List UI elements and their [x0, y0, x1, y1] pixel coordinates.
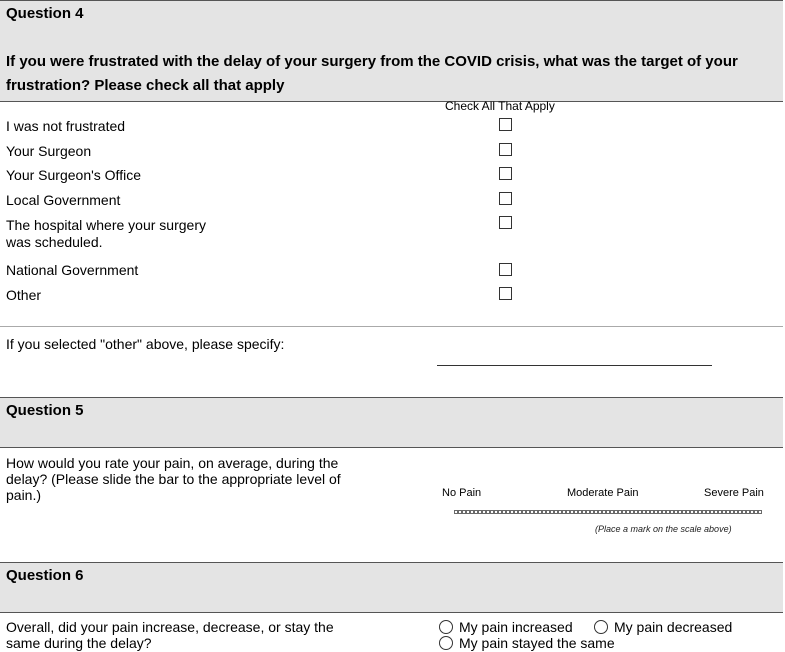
- q4-option-checkbox[interactable]: [499, 143, 512, 156]
- question-5-header: [0, 397, 783, 448]
- other-specify-input-line[interactable]: [437, 365, 712, 366]
- pain-scale-bar[interactable]: [454, 510, 762, 514]
- q6-option-same[interactable]: [439, 635, 615, 651]
- q4-option-label: Local Government: [6, 192, 121, 208]
- q6-option-decreased[interactable]: [594, 619, 732, 635]
- question-5-number: Question 5: [6, 402, 84, 419]
- q4-option-label: The hospital where your surgery was scheduled.: [6, 217, 206, 250]
- question-4-text: If you were frustrated with the delay of your surgery from the COVID crisis, what was the target of your frustration? Please check all that apply: [6, 53, 738, 94]
- question-4-header: [0, 0, 783, 102]
- q4-option-label: I was not frustrated: [6, 118, 126, 134]
- q4-option-label: Other: [6, 287, 42, 303]
- question-4-number: Question 4: [6, 5, 84, 22]
- question-6-number: Question 6: [6, 567, 84, 584]
- radio-button[interactable]: [594, 620, 608, 634]
- scale-instruction-note: (Place a mark on the scale above): [595, 524, 732, 534]
- q4-option-checkbox[interactable]: [499, 167, 512, 180]
- radio-button[interactable]: [439, 636, 453, 650]
- q4-option-checkbox[interactable]: [499, 216, 512, 229]
- q4-option-label: Your Surgeon's Office: [6, 167, 141, 183]
- question-6-header: [0, 562, 783, 613]
- scale-label-moderate-pain: Moderate Pain: [567, 487, 639, 499]
- radio-button[interactable]: [439, 620, 453, 634]
- divider: [0, 326, 783, 327]
- other-specify-prompt: If you selected "other" above, please specify:: [6, 336, 285, 352]
- question-6-text: Overall, did your pain increase, decrease, or stay the same during the delay?: [6, 619, 334, 651]
- scale-label-no-pain: No Pain: [442, 487, 482, 499]
- q6-option-label: My pain increased: [459, 619, 573, 635]
- q4-option-label: Your Surgeon: [6, 143, 92, 159]
- q4-option-checkbox[interactable]: [499, 263, 512, 276]
- q4-option-checkbox[interactable]: [499, 287, 512, 300]
- q6-option-label: My pain stayed the same: [459, 635, 615, 651]
- question-5-text: How would you rate your pain, on average, during the delay? (Please slide the bar to the appropriate level of pain.): [6, 455, 341, 503]
- scale-label-severe-pain: Severe Pain: [704, 487, 764, 499]
- check-all-column-header: Check All That Apply: [445, 99, 555, 113]
- q4-option-label: National Government: [6, 262, 139, 278]
- q6-option-increased[interactable]: [439, 619, 573, 635]
- q6-option-label: My pain decreased: [614, 619, 733, 635]
- q4-option-checkbox[interactable]: [499, 192, 512, 205]
- q4-option-checkbox[interactable]: [499, 118, 512, 131]
